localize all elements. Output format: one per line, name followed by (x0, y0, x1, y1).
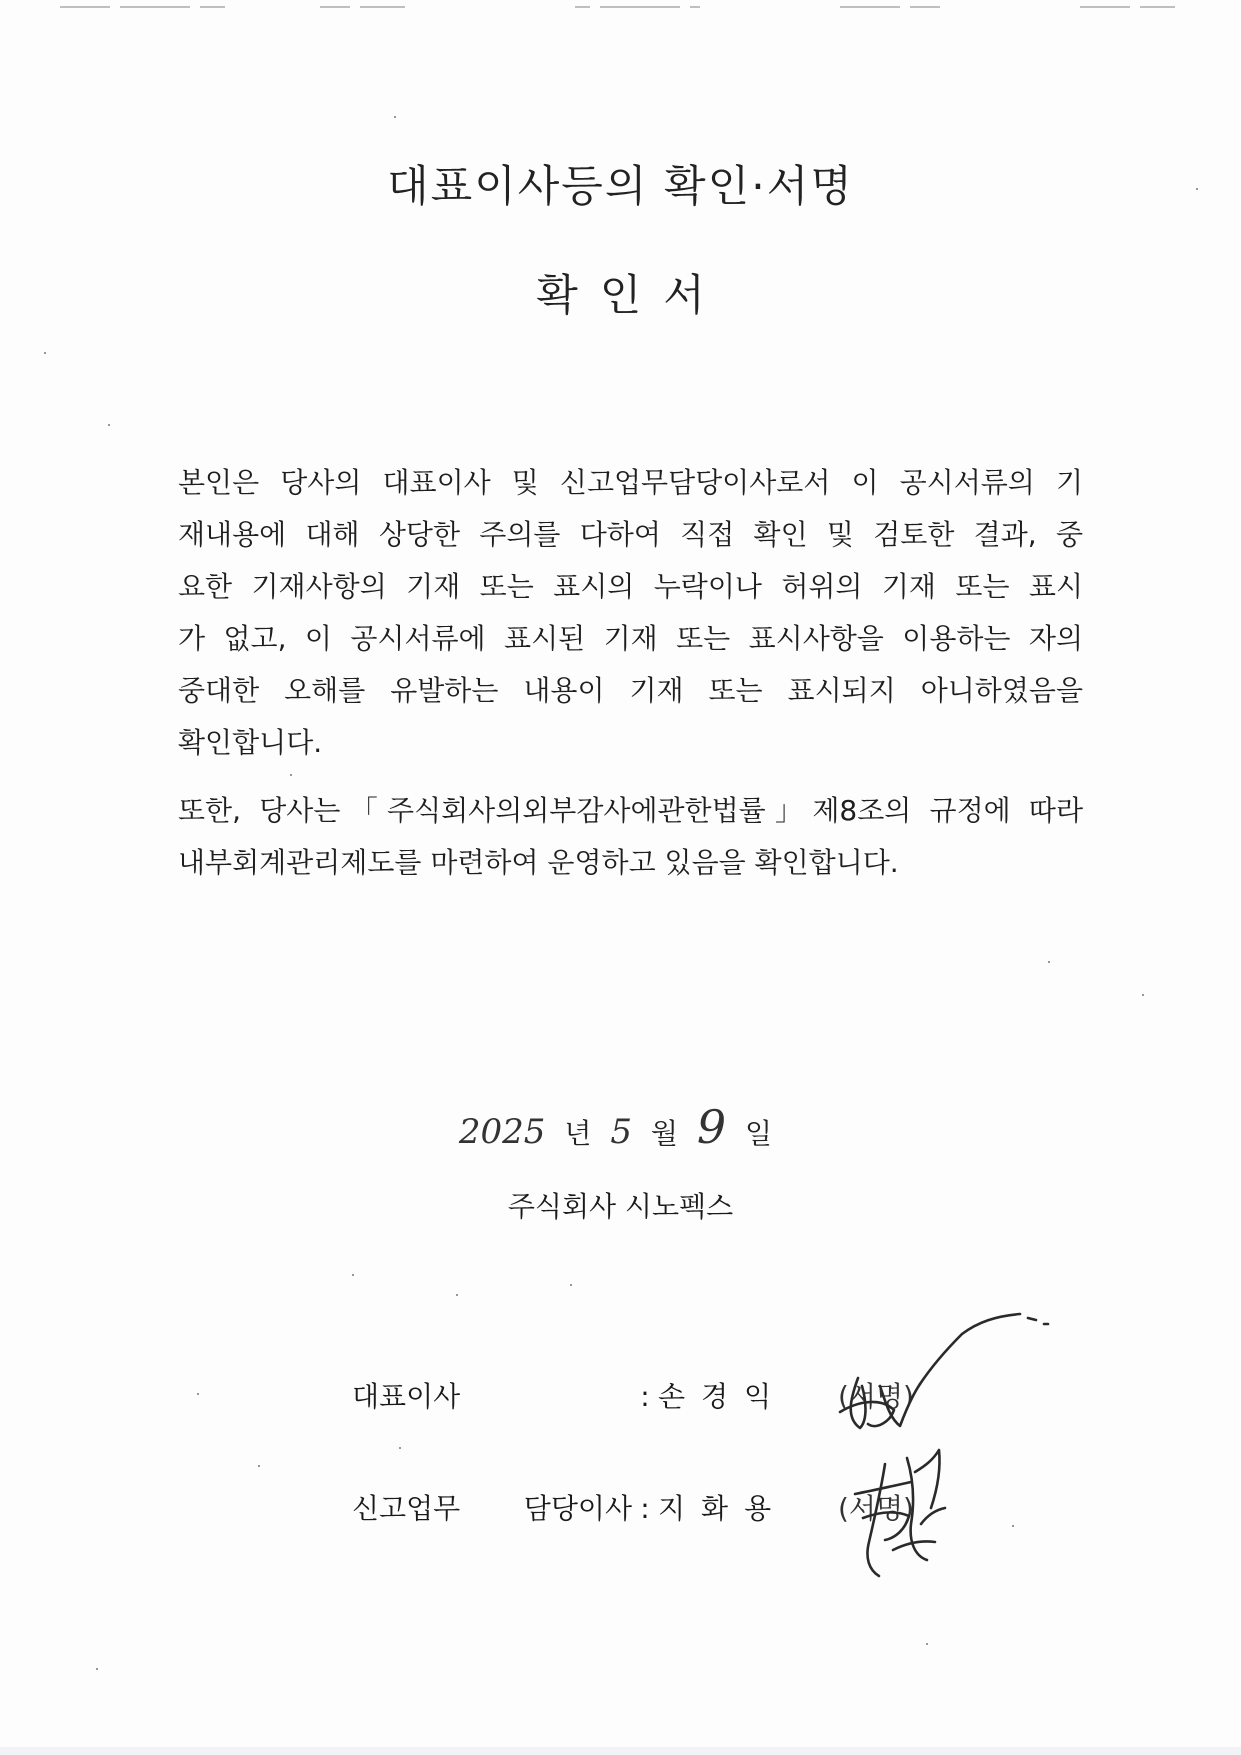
scan-speck (1142, 994, 1144, 996)
signature-mark-label: (서명) (838, 1380, 914, 1413)
scan-speck (290, 774, 292, 776)
colon-separator: : (640, 1492, 650, 1525)
scan-bottom-edge (0, 1747, 1241, 1755)
document-subtitle: 확인서 (536, 271, 727, 321)
colon-separator: : (640, 1380, 650, 1413)
signatory-name: 손경익 (658, 1380, 788, 1413)
paragraph-line: 또한, 당사는「주식회사의외부감사에관한법률」제8조의 규정에 따라 (178, 794, 1083, 827)
paragraph-line: 재내용에 대해 상당한 주의를 다하여 직접 확인 및 검토한 결과, 중 (178, 518, 1083, 551)
paragraph-line: 내부회계관리제도를 마련하여 운영하고 있음을 확인합니다. (178, 846, 899, 879)
scan-speck (570, 1284, 572, 1286)
signatory-name: 지화용 (658, 1492, 788, 1525)
scan-speck (44, 352, 46, 354)
date-day-unit: 일 (745, 1117, 773, 1150)
scan-speck (197, 1393, 199, 1395)
scan-speck (96, 1668, 98, 1670)
paragraph-line: 본인은 당사의 대표이사 및 신고업무담당이사로서 이 공시서류의 기 (178, 466, 1083, 499)
date-month-unit: 월 (650, 1117, 678, 1150)
scan-speck (1196, 188, 1198, 190)
page-title: 대표이사등의 확인·서명 (387, 162, 854, 212)
date-day: 9 (696, 1100, 727, 1154)
paragraph-line: 요한 기재사항의 기재 또는 표시의 누락이나 허위의 기재 또는 표시 (178, 570, 1083, 603)
signatory-row-ceo (352, 1375, 787, 1415)
scan-speck (456, 1294, 458, 1296)
scan-speck (399, 1447, 401, 1449)
date-year-unit: 년 (564, 1117, 592, 1150)
date-month: 5 (610, 1112, 632, 1152)
scan-speck (352, 1274, 354, 1276)
signatory-row-disclosure-officer (352, 1487, 787, 1527)
scan-speck (1012, 1525, 1014, 1527)
scan-speck (394, 116, 396, 118)
scan-speck (108, 424, 110, 426)
scan-top-edge (0, 0, 1241, 14)
signatory-role: 신고업무 담당이사 (352, 1492, 632, 1525)
paragraph-line: 가 없고, 이 공시서류에 표시된 기재 또는 표시사항을 이용하는 자의 (178, 622, 1083, 655)
date-year: 2025 (458, 1112, 546, 1152)
signatory-role: 대표이사 (352, 1380, 461, 1413)
scan-speck (258, 1465, 260, 1467)
confirmation-paragraph (178, 457, 1083, 769)
officer-signature (835, 1420, 975, 1590)
internal-control-paragraph (178, 785, 1083, 889)
scan-speck (926, 1643, 928, 1645)
signing-date (0, 1100, 1241, 1154)
signature-mark-label: (서명) (838, 1492, 914, 1525)
paragraph-line: 중대한 오해를 유발하는 내용이 기재 또는 표시되지 아니하였음을 (178, 674, 1083, 707)
paragraph-line: 확인합니다. (178, 726, 323, 759)
scan-speck (1048, 961, 1050, 963)
company-name: 주식회사 시노펙스 (507, 1190, 734, 1223)
